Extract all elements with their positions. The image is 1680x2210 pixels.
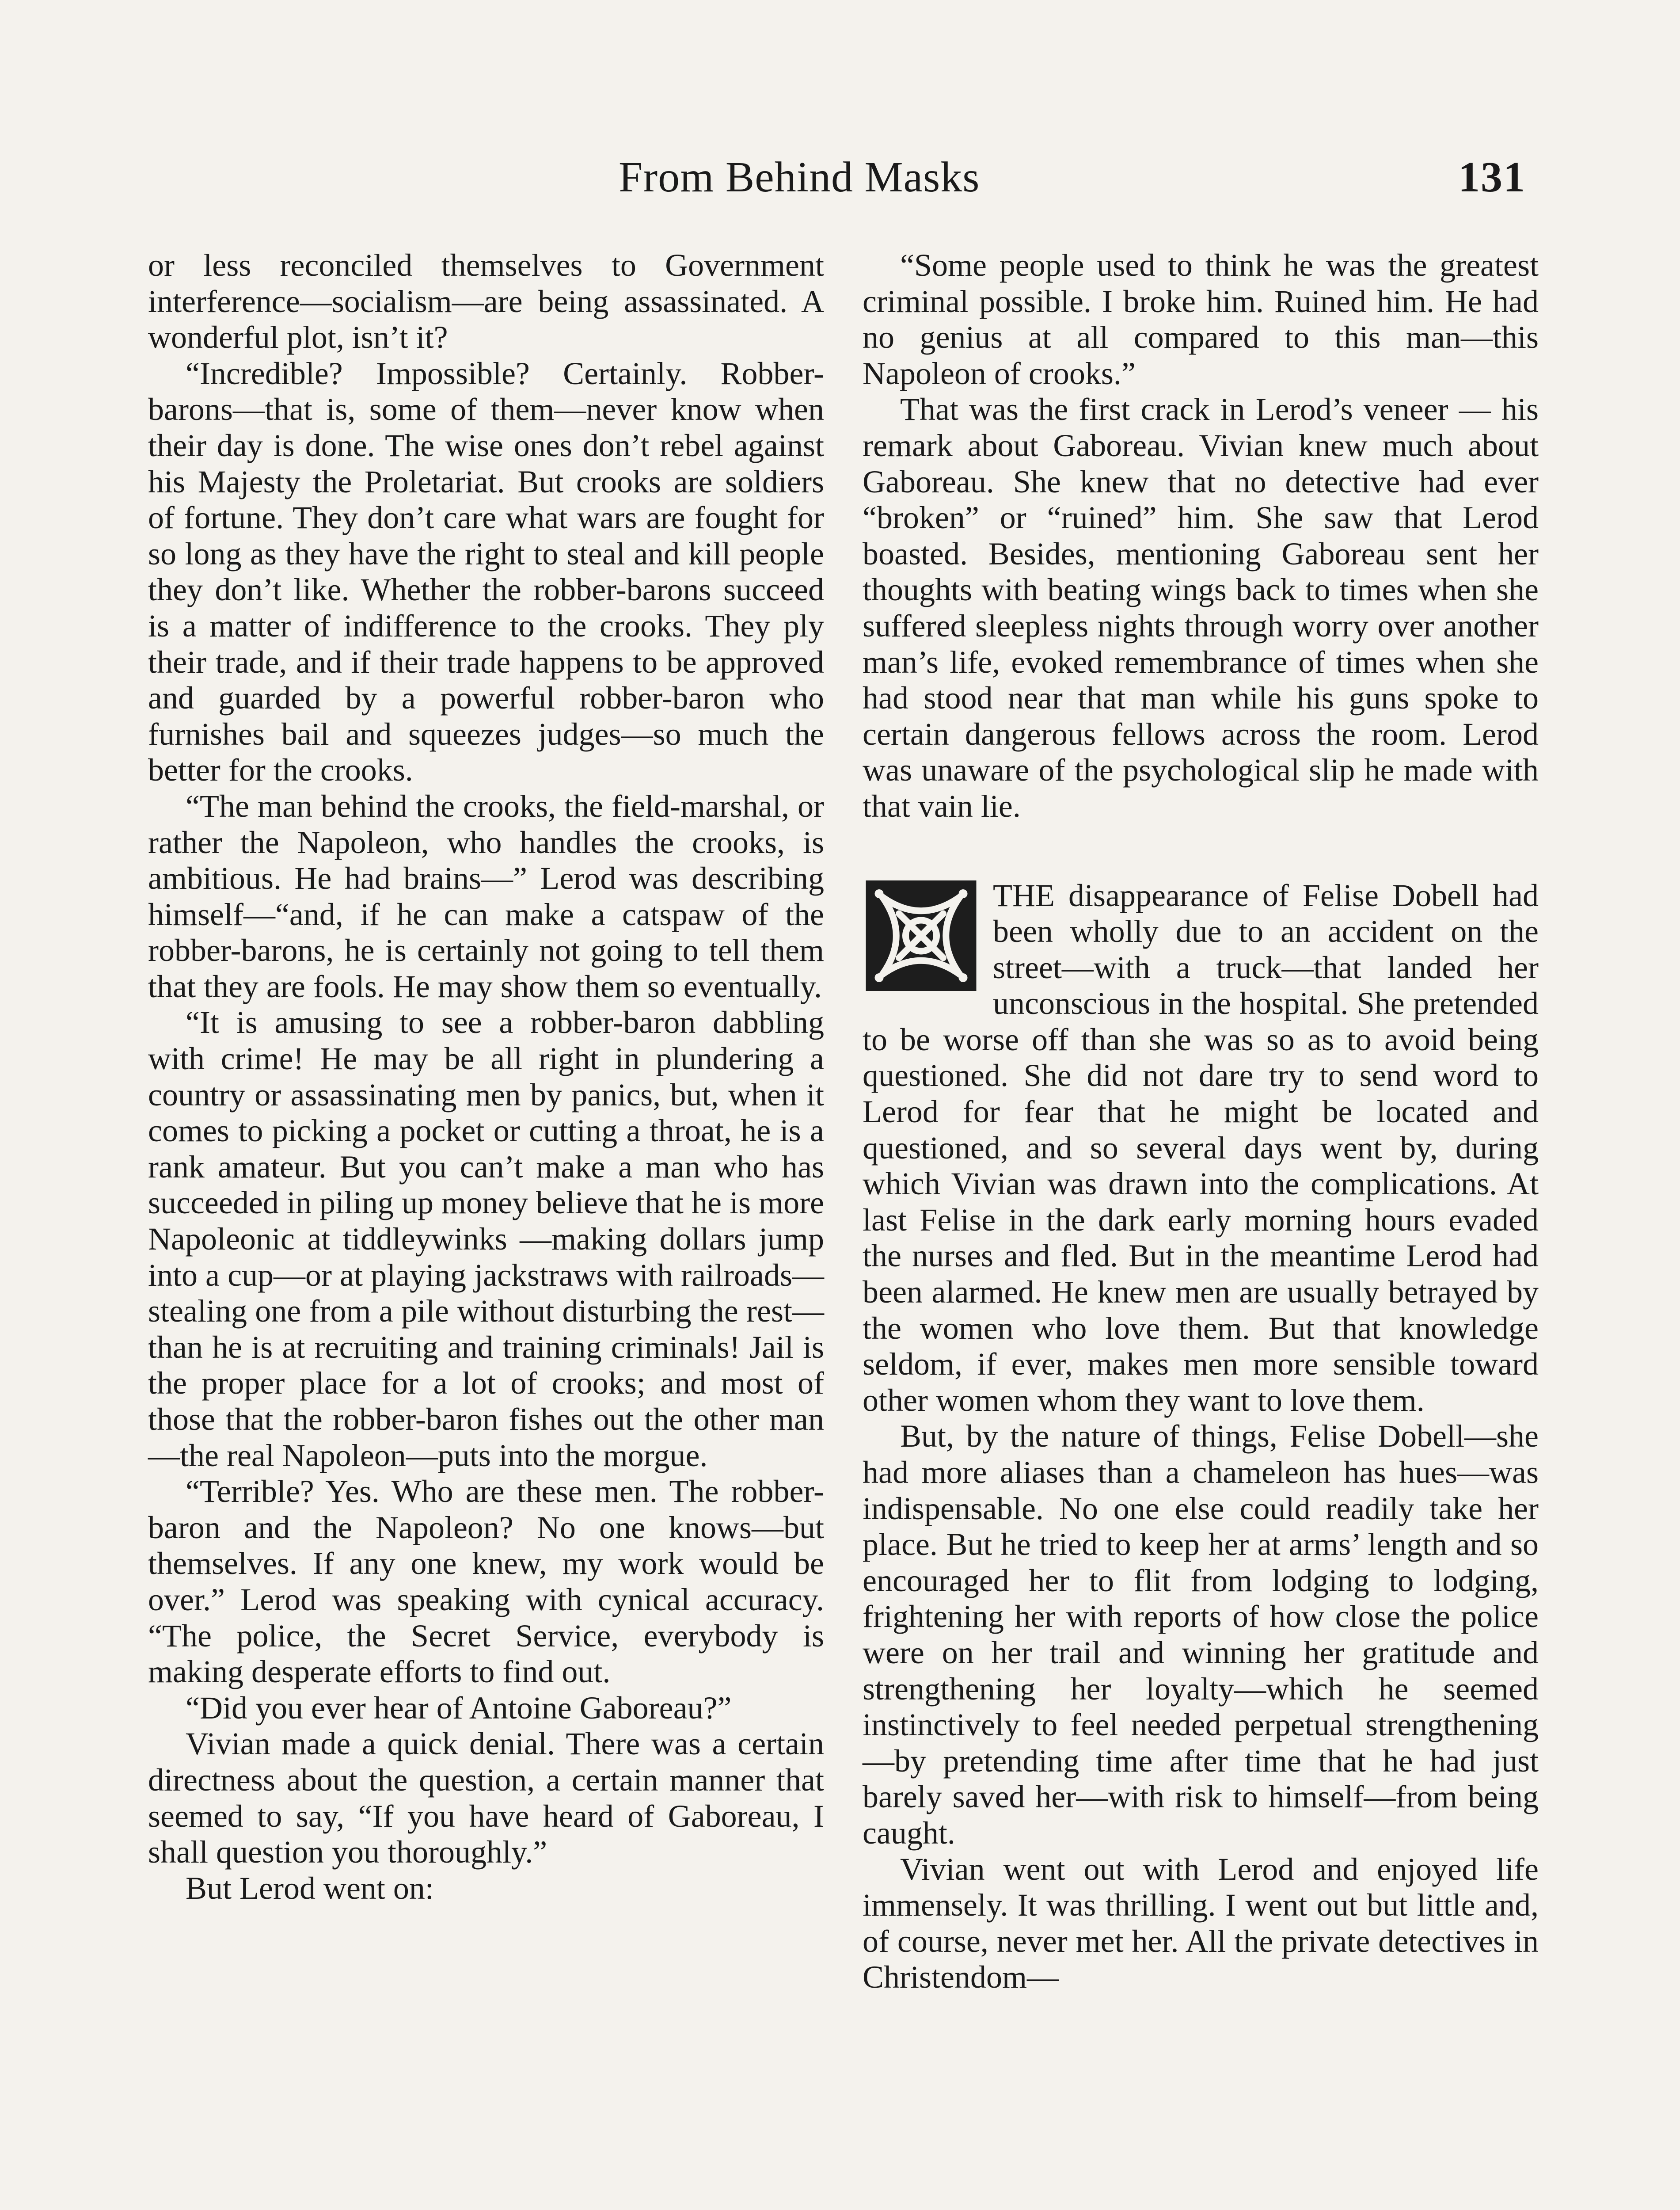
running-title: From Behind Masks <box>619 153 980 201</box>
paragraph: “Incredible? Impossible? Certainly. Robber-barons—that is, some of them—never know when their day is done. The wise ones don’t rebel against his Majesty the Proletariat. But crooks are soldiers of fortune. They don’t care what wars are fought for so long as they have the right to steal and kill people they don’t like. Whether the robber-barons succeed is a matter of indifference to the crooks. They ply their trade, and if their trade happens to be approved and guarded by a powerful robber-baron who furnishes bail and squeezes judges—so much the better for the crooks. <box>148 355 824 788</box>
section-opening <box>863 878 1539 1419</box>
right-column <box>863 248 1539 1996</box>
paragraph: That was the first crack in Lerod’s veneer — his remark about Gaboreau. Vivian knew much about Gaboreau. She knew that no detective had ever “broken” or “ruined” him. She saw that Lerod boasted. Besides, mentioning Gaboreau sent her thoughts with beating wings back to times when she suffered sleepless nights through worry over another man’s life, evoked remembrance of times when she had stood near that man while his guns spoke to certain dangerous fellows across the room. Lerod was unaware of the psychological slip he made with that vain lie. <box>863 392 1539 824</box>
paragraph: “Terrible? Yes. Who are these men. The robber-baron and the Napoleon? No one knows—but themselves. If any one knew, my work would be over.” Lerod was speaking with cynical accuracy. “The police, the Secret Service, everybody is making desperate efforts to find out. <box>148 1474 824 1690</box>
paragraph: “Did you ever hear of Antoine Gaboreau?” <box>186 1690 732 1726</box>
paragraph: But Lerod went on: <box>186 1870 434 1906</box>
page-number: 131 <box>1458 153 1526 201</box>
paragraph: or less reconciled themselves to Government interference—socialism—are being assassinated. A wonderful plot, isn’t it? <box>148 248 824 355</box>
paragraph: Vivian made a quick denial. There was a certain directness about the question, a certain manner that seemed to say, “If you have heard of Gaboreau, I shall question you thoroughly.” <box>148 1726 824 1870</box>
paragraph: Vivian went out with Lerod and enjoyed life immensely. It was thrilling. I went out but little and, of course, never met her. All the private detectives in Christendom— <box>863 1851 1539 1995</box>
left-column <box>148 248 824 1906</box>
paragraph: “It is amusing to see a robber-baron dabbling with crime! He may be all right in plundering a country or assassinating men by panics, but, when it comes to picking a pocket or cutting a throat, he is a rank amateur. But you can’t make a man who has succeeded in piling up money believe that he is more Napoleonic at tiddleywinks —making dollars jump into a cup—or at playing jackstraws with railroads—stealing one from a pile without disturbing the rest—than he is at recruiting and training criminals! Jail is the proper place for a lot of crooks; and most of those that the robber-baron fishes out the other man—the real Napoleon—puts into the morgue. <box>148 1005 824 1473</box>
paragraph: “The man behind the crooks, the field-marshal, or rather the Napoleon, who handles the crooks, is ambitious. He had brains—” Lerod was describing himself—“and, if he can make a catspaw of the robber-barons, he is certainly not going to tell them that they are fools. He may show them so eventually. <box>148 788 824 1004</box>
section-opening-paragraph: THE disappearance of Felise Dobell had been wholly due to an accident on the street—with a truck—that landed her unconscious in the hospital. She pretended to be worse off than she was so as to avoid being questioned. She did not dare try to send word to Lerod for fear that he might be located and questioned, and so several days went by, during which Vivian was drawn into the complications. At last Felise in the dark early morning hours evaded the nurses and fled. But in the meantime Lerod had been alarmed. He knew men are usually betrayed by the women who love them. But that knowledge seldom, if ever, makes men more sensible toward other women whom they want to love them. <box>863 877 1539 1418</box>
celtic-knot-ornament-icon <box>863 880 980 991</box>
paragraph: “Some people used to think he was the greatest criminal possible. I broke him. Ruined him. He had no genius at all compared to this man—this Napoleon of crooks.” <box>863 248 1539 391</box>
section-break <box>863 825 1539 878</box>
paragraph: But, by the nature of things, Felise Dobell—she had more aliases than a chameleon has hues—was indispensable. No one else could readily take her place. But he tried to keep her at arms’ length and so encouraged her to flit from lodging to lodging, frightening her with reports of how close the police were on her trail and winning her gratitude and strengthening her loyalty—which he seemed instinctively to feel needed perpetual strengthening—by pretending time after time that he had just barely saved her—with risk to himself—from being caught. <box>863 1418 1539 1851</box>
